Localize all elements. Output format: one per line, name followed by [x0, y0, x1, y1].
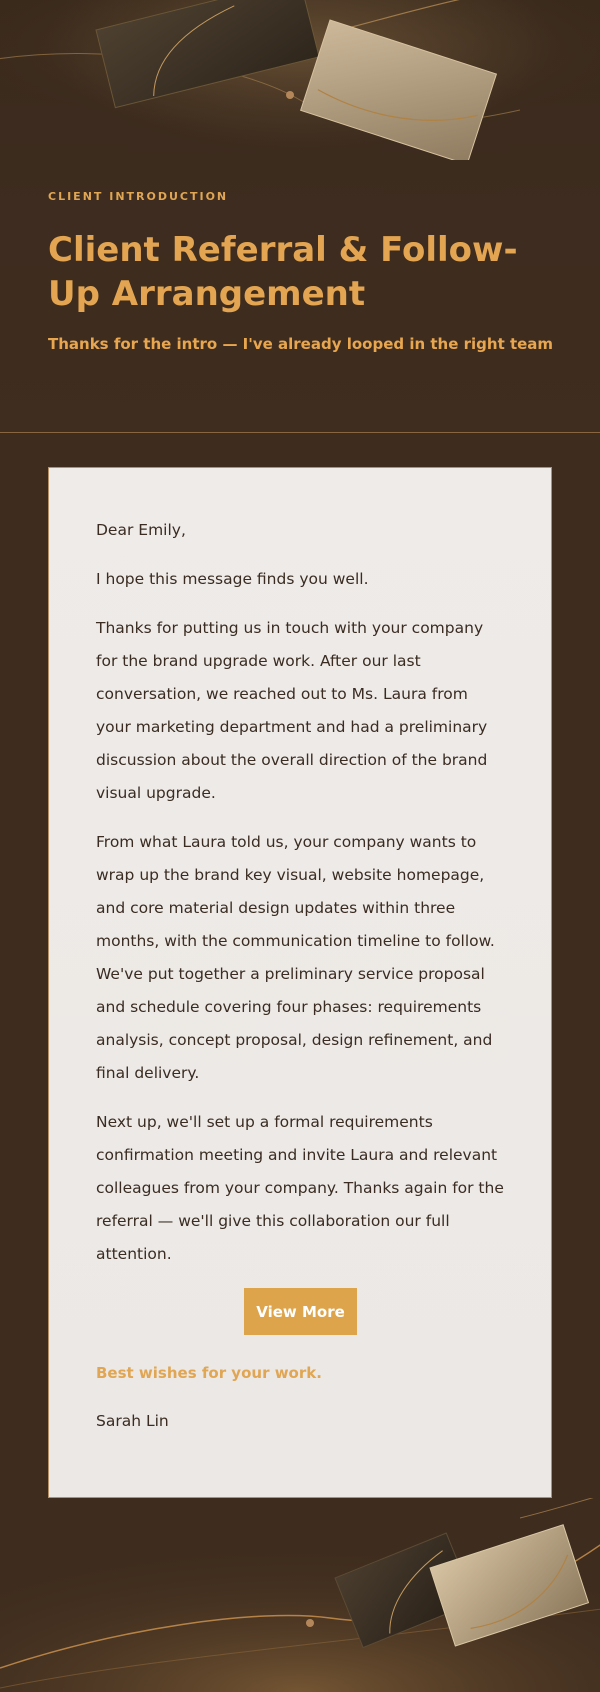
letter-greeting: Dear Emily, — [96, 521, 186, 539]
eyebrow-label: CLIENT INTRODUCTION — [48, 190, 229, 203]
header-divider — [0, 432, 600, 433]
letter-paragraph: From what Laura told us, your company wants to wrap up the brand key visual, website homepage, and core material design updates within three months, with the communication timeline to follow. We've put together a preliminary service proposal and schedule covering four phases: requirements analysis, concept proposal, design refinement, and final delivery. — [96, 833, 495, 1082]
letter-signature: Sarah Lin — [96, 1412, 169, 1430]
letter-card — [48, 467, 552, 1498]
business-cards-illustration — [0, 1498, 600, 1692]
letter-paragraph: Thanks for putting us in touch with your company for the brand upgrade work. After our last conversation, we reached out to Ms. Laura from your marketing department and had a preliminary discussion about the overall direction of the brand visual upgrade. — [96, 619, 488, 802]
letter-paragraph: I hope this message finds you well. — [96, 570, 369, 588]
letter-paragraph: Next up, we'll set up a formal requirements confirmation meeting and invite Laura and relevant colleagues from your company. Thanks again for the referral — we'll give this collaboration our full attention. — [96, 1113, 504, 1263]
letter-body — [96, 514, 506, 1287]
business-cards-illustration — [0, 0, 600, 160]
page-title: Client Referral & Follow-Up Arrangement — [48, 230, 518, 314]
view-more-button[interactable]: View More — [244, 1288, 357, 1335]
letter-closing: Best wishes for your work. — [96, 1364, 322, 1382]
email-header — [0, 0, 600, 432]
page-subtitle: Thanks for the intro — I've already looped in the right team — [48, 335, 554, 353]
